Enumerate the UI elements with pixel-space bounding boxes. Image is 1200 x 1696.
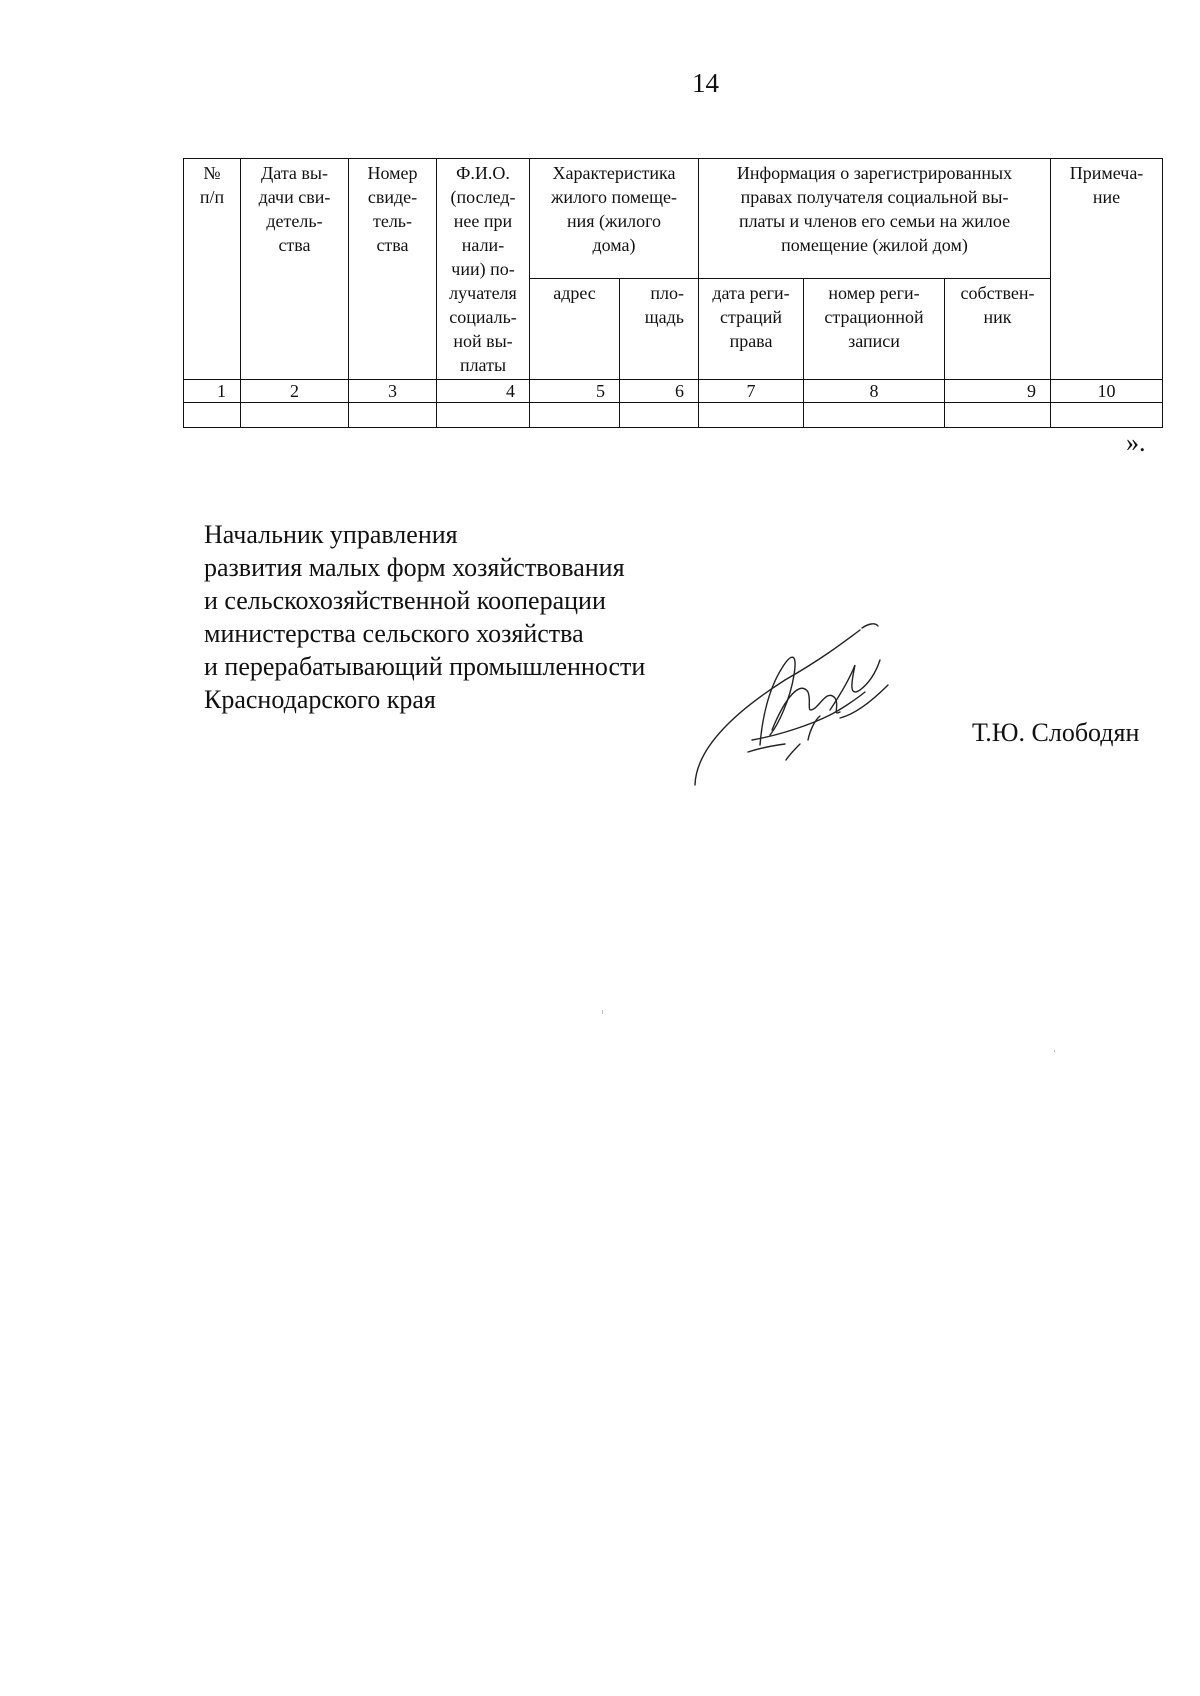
column-number: 1 (184, 380, 241, 403)
empty-cell (241, 403, 349, 428)
numbering-row (184, 380, 1163, 403)
position-line: и перерабатывающий промышленности (204, 652, 646, 681)
handwritten-signature (690, 620, 910, 790)
column-number: 2 (241, 380, 349, 403)
scan-speck (602, 1010, 603, 1014)
column-number: 3 (349, 380, 437, 403)
empty-cell (437, 403, 530, 428)
column-number: 9 (945, 380, 1051, 403)
position-line: развития малых форм хозяйствования (204, 553, 625, 582)
header-owner: собствен- ник (945, 279, 1051, 380)
scan-speck (1054, 1050, 1055, 1052)
header-note: Примеча- ние (1051, 159, 1163, 380)
column-number: 7 (699, 380, 804, 403)
empty-cell (530, 403, 620, 428)
empty-cell (699, 403, 804, 428)
signatory-position (204, 518, 645, 716)
column-number: 4 (437, 380, 530, 403)
empty-cell (1051, 403, 1163, 428)
header-registration-date: дата реги- страций права (699, 279, 804, 380)
position-line: и сельскохозяйственной кооперации (204, 586, 606, 615)
header-registration-number: номер реги- страционной записи (804, 279, 945, 380)
header-certificate-number: Номер свиде- тель- ства (349, 159, 437, 380)
header-address: адрес (530, 279, 620, 380)
empty-cell (620, 403, 699, 428)
empty-cell (804, 403, 945, 428)
empty-cell (945, 403, 1051, 428)
column-number: 5 (530, 380, 620, 403)
header-recipient-name: Ф.И.О. (послед- нее при нали- чии) по- лучателя социаль- ной вы- платы (437, 159, 530, 380)
signatory-name: Т.Ю. Слободян (972, 718, 1140, 747)
position-line: Начальник управления (204, 520, 458, 549)
position-line: Краснодарского края (204, 685, 436, 714)
empty-cell (349, 403, 437, 428)
header-row-number: № п/п (184, 159, 241, 380)
header-area: пло- щадь (620, 279, 699, 380)
header-registered-rights: Информация о зарегистрированных правах получателя социальной вы- платы и членов его семьи на жилое помещение (жилой дом) (699, 159, 1051, 279)
header-row-1 (184, 159, 1163, 279)
register-table (183, 158, 1163, 428)
header-housing-characteristics: Характеристика жилого помеще- ния (жилого дома) (530, 159, 699, 279)
empty-data-row (184, 403, 1163, 428)
column-number: 6 (620, 380, 699, 403)
header-issue-date: Дата вы- дачи сви- детель- ства (241, 159, 349, 380)
position-line: министерства сельского хозяйства (204, 619, 584, 648)
closing-quote: ». (1126, 428, 1146, 457)
page-number: 14 (692, 68, 719, 98)
column-number: 10 (1051, 380, 1163, 403)
column-number: 8 (804, 380, 945, 403)
empty-cell (184, 403, 241, 428)
